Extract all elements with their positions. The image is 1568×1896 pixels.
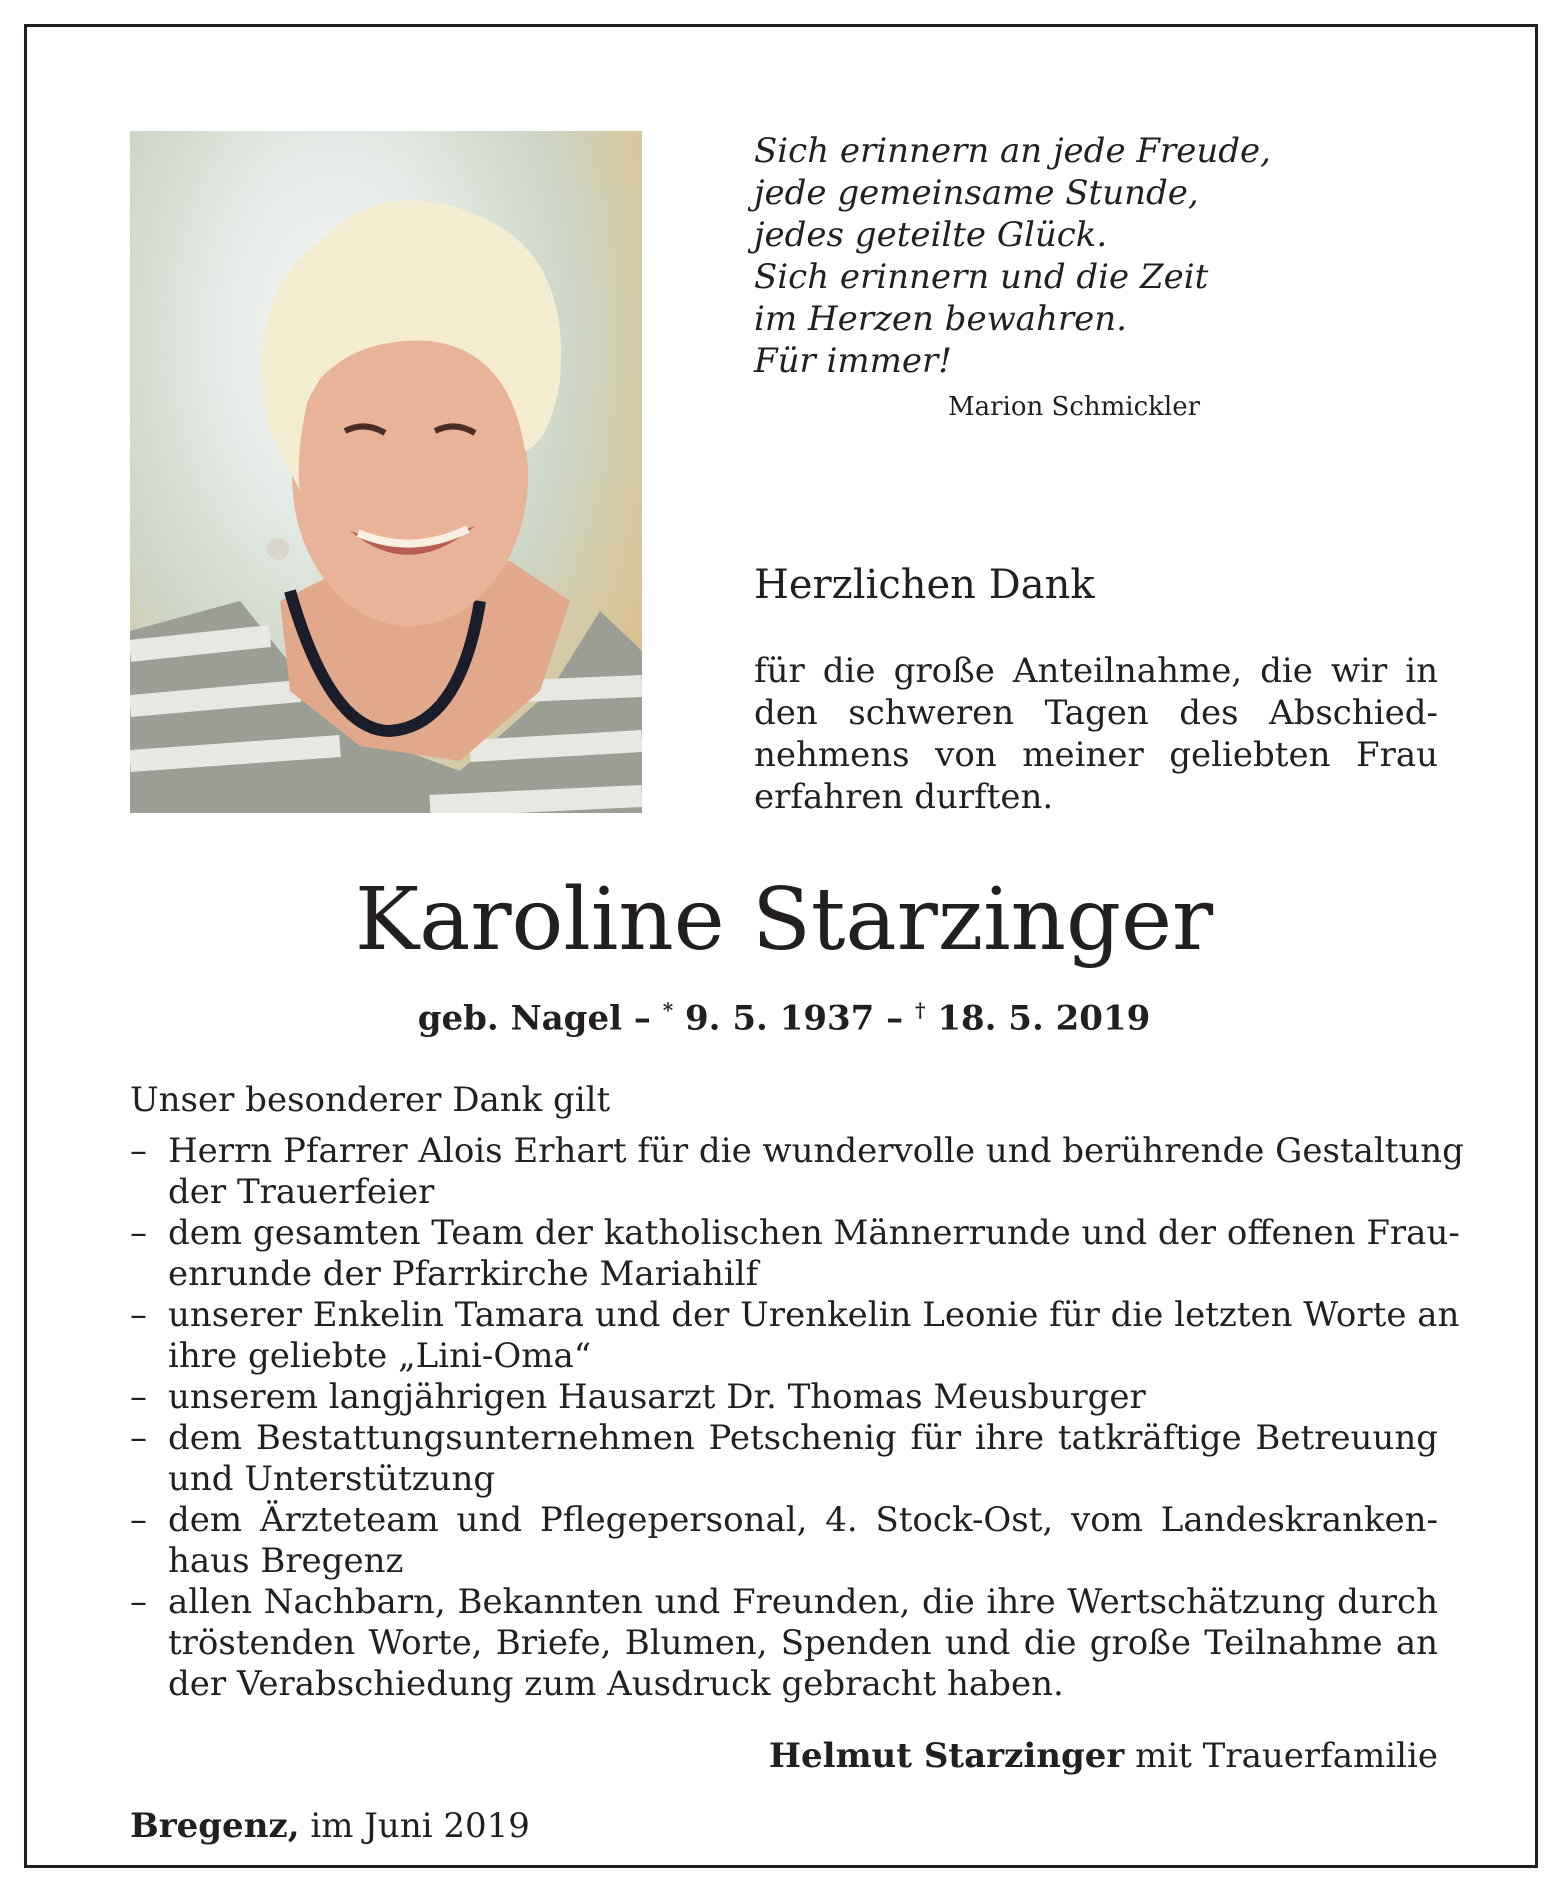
thanks-heading: Herzlichen Dank (754, 562, 1095, 608)
special-thanks-list (130, 1131, 1464, 1705)
thanks-line: den schweren Tagen des Abschied- (754, 693, 1438, 733)
list-item: – allen Nachbarn, Bekannten und Freunden, die ihre Wertschätzung durch tröstenden Worte, Briefe, Blumen, Spenden und die große Teilnahme an der Verabschiedung zum Ausdruck gebracht haben. (130, 1582, 1438, 1704)
poem-line: Sich erinnern an jede Freude, (754, 131, 1271, 171)
thanks-text (754, 650, 1438, 818)
list-item: – dem Ärzteteam und Pflegepersonal, 4. Stock-Ost, vom Landeskranken- haus Bregenz (130, 1500, 1438, 1581)
deceased-name: Karoline Starzinger (354, 870, 1214, 970)
signature-name: Helmut Starzinger (768, 1736, 1125, 1776)
poem-line: Für immer! (754, 341, 952, 381)
thanks-line: für die große Anteilnahme, die wir in (754, 651, 1438, 691)
poem-author: Marion Schmickler (948, 392, 1201, 422)
list-item: – Herrn Pfarrer Alois Erhart für die wundervolle und berührende Gestaltung der Trauerfeier (130, 1131, 1464, 1212)
signature (769, 1736, 1438, 1776)
birth-date: 9. 5. 1937 (685, 998, 875, 1039)
poem-line: jede gemeinsame Stunde, (754, 173, 1199, 213)
list-item: – dem Bestattungsunternehmen Petschenig für ihre tatkräftige Betreuung und Unterstützung (130, 1418, 1438, 1499)
signature-suffix: mit Trauerfamilie (1135, 1736, 1438, 1776)
death-date: 18. 5. 2019 (937, 998, 1151, 1039)
list-item: – unserer Enkelin Tamara und der Urenkelin Leonie für die letzten Worte an ihre geliebte „Lini-Oma“ (130, 1295, 1460, 1376)
portrait-photo (130, 131, 642, 813)
poem (754, 130, 1314, 382)
list-item: – dem gesamten Team der katholischen Männerrunde und der offenen Frau- enrunde der Pfarrkirche Mariahilf (130, 1213, 1460, 1294)
special-thanks-intro: Unser besonderer Dank gilt (130, 1080, 611, 1120)
list-item: – unserem langjährigen Hausarzt Dr. Thomas Meusburger (130, 1377, 1146, 1417)
place-date (130, 1806, 530, 1846)
poem-line: im Herzen bewahren. (754, 299, 1127, 339)
thanks-line: nehmens von meiner geliebten Frau (754, 735, 1438, 775)
birth-name: geb. Nagel (417, 998, 623, 1039)
poem-line: jedes geteilte Glück. (754, 215, 1108, 255)
place-city: Bregenz, (130, 1806, 300, 1846)
place-month: im Juni 2019 (310, 1806, 530, 1846)
life-dates: geb. Nagel – * 9. 5. 1937 – † 18. 5. 2019 (417, 998, 1151, 1039)
poem-line: Sich erinnern und die Zeit (754, 257, 1209, 297)
thanks-line: erfahren durften. (754, 777, 1054, 817)
